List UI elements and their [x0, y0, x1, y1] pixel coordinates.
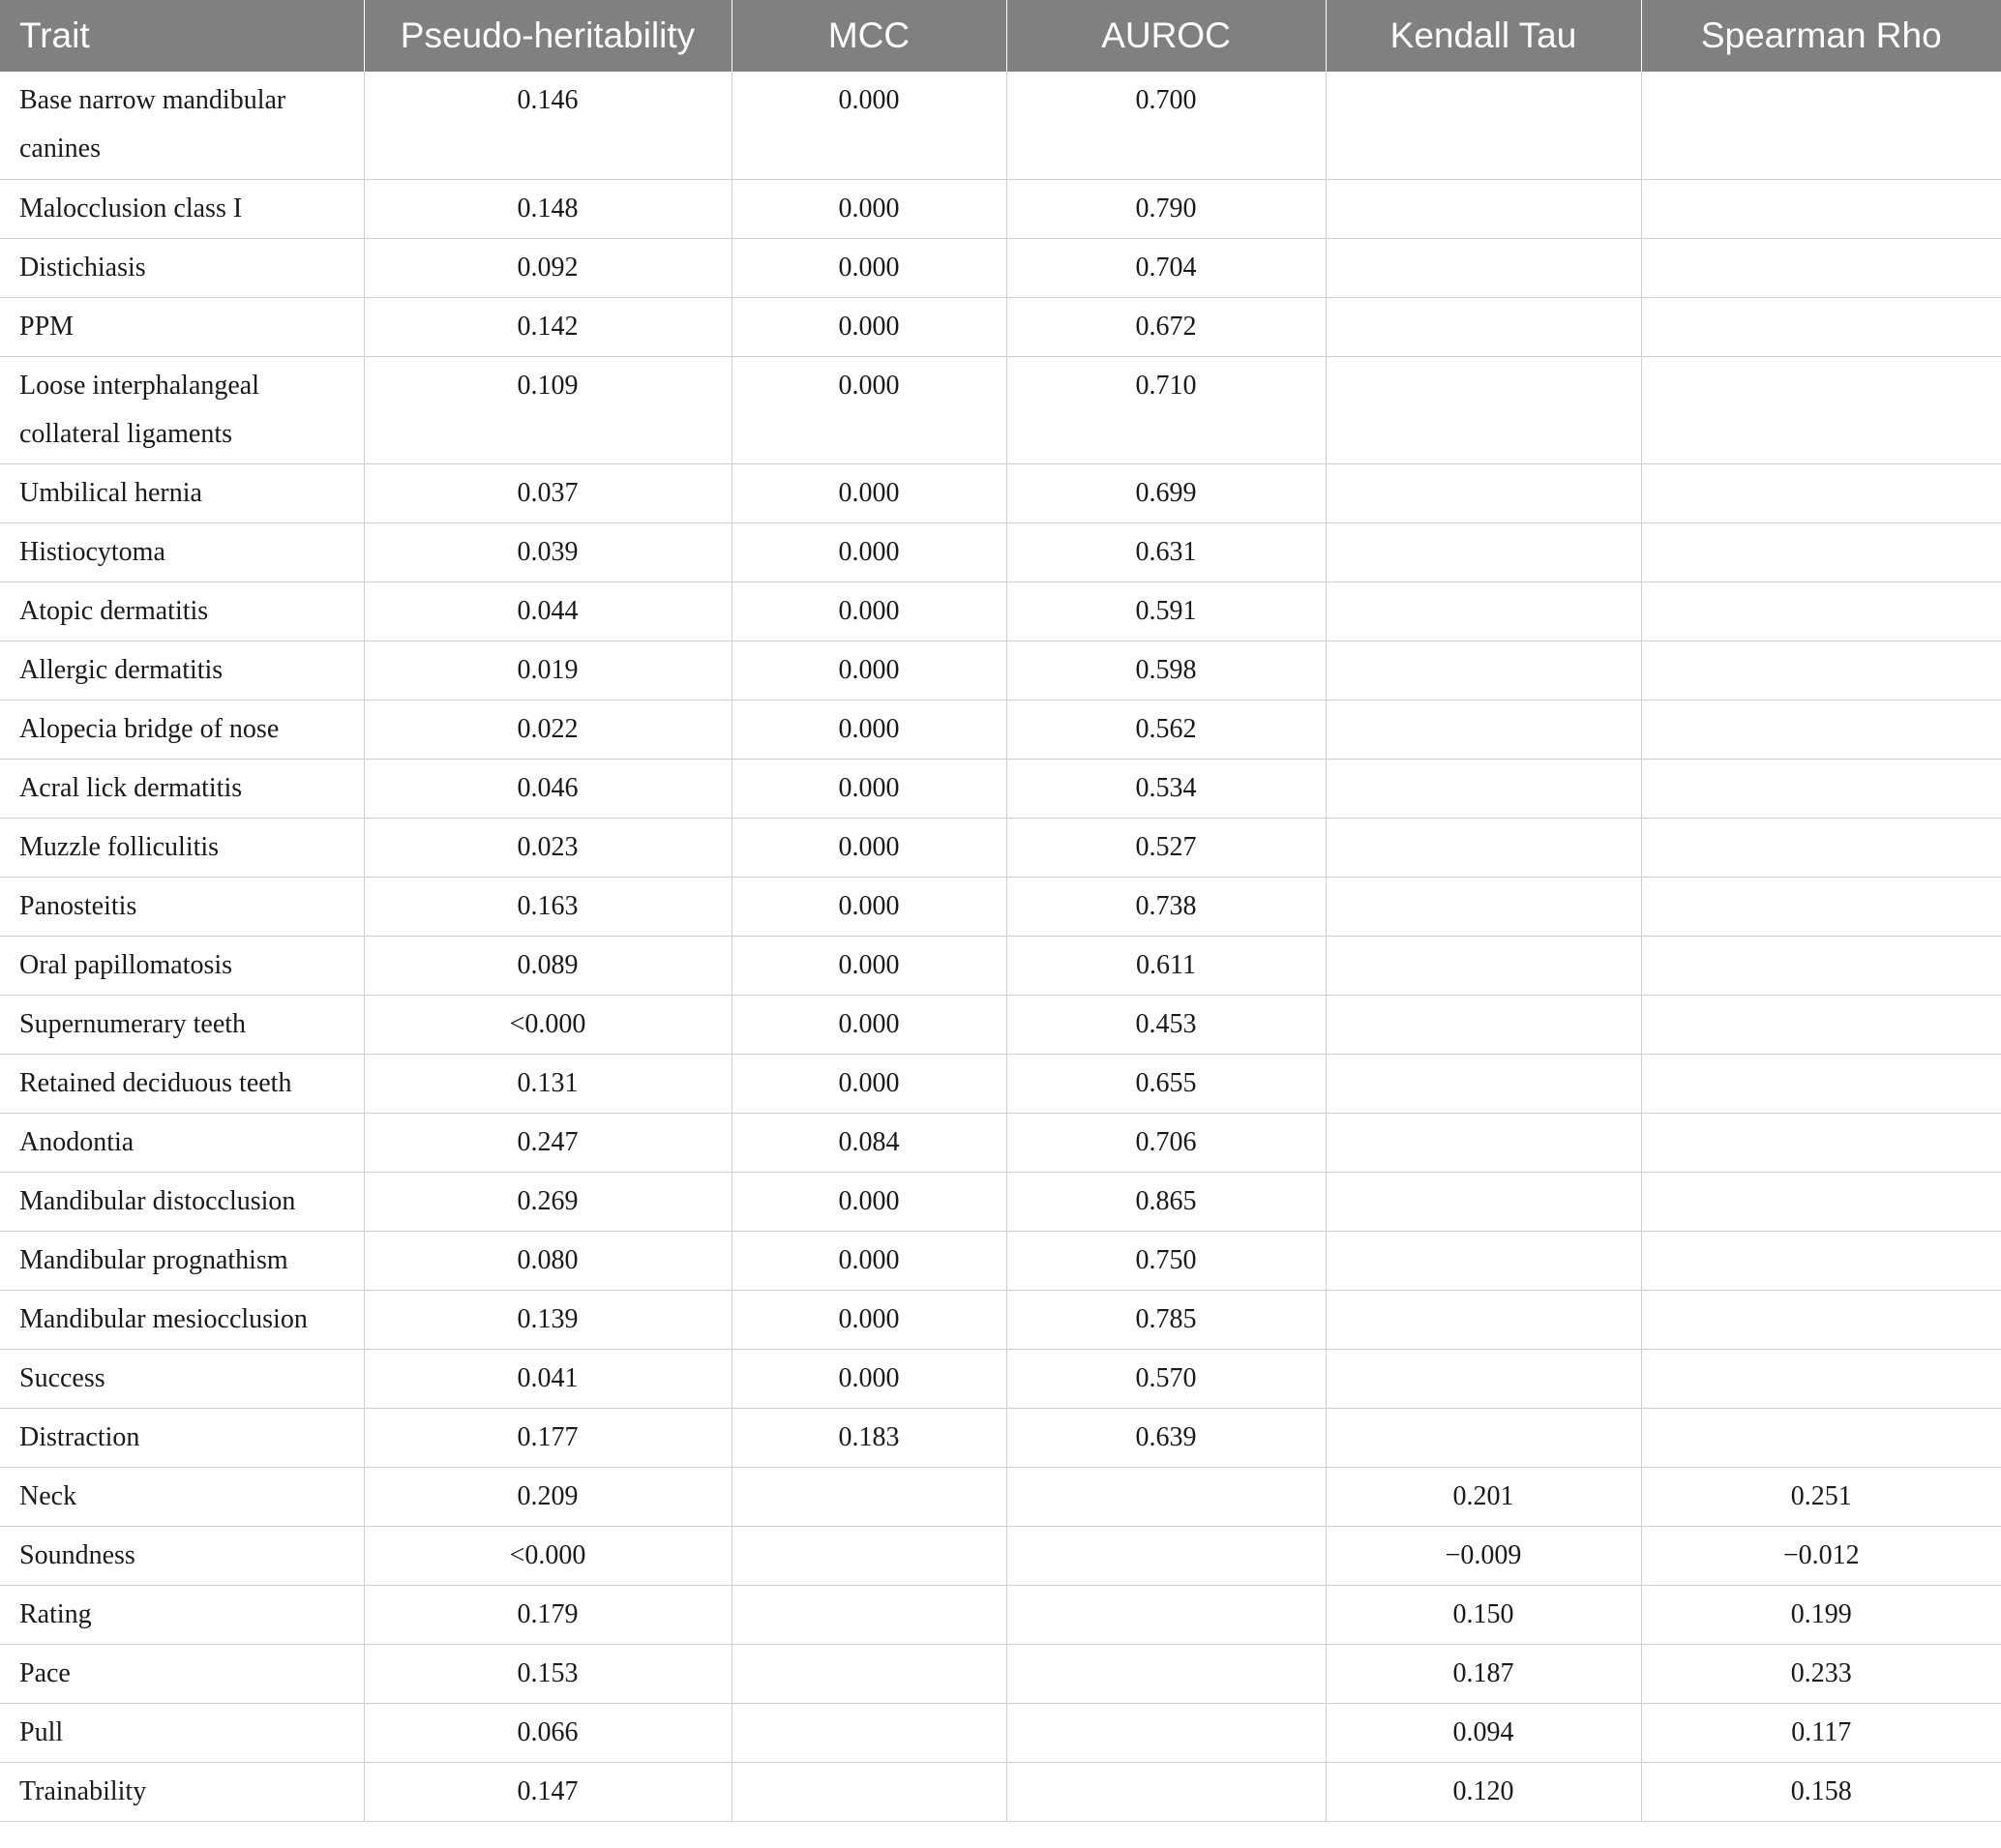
cell-mcc: 0.000 — [732, 995, 1006, 1054]
cell-kendall-tau: 0.150 — [1326, 1585, 1641, 1644]
cell-spearman-rho — [1641, 463, 2001, 522]
cell-auroc — [1006, 1467, 1326, 1526]
cell-pseudo-heritability: 0.153 — [364, 1644, 732, 1703]
cell-auroc: 0.699 — [1006, 463, 1326, 522]
cell-pseudo-heritability: 0.131 — [364, 1054, 732, 1113]
cell-pseudo-heritability: 0.066 — [364, 1703, 732, 1762]
cell-kendall-tau: 0.201 — [1326, 1467, 1641, 1526]
cell-auroc: 0.611 — [1006, 936, 1326, 995]
table-row — [0, 238, 2001, 297]
cell-mcc: 0.000 — [732, 818, 1006, 877]
cell-auroc: 0.865 — [1006, 1172, 1326, 1231]
cell-pseudo-heritability: 0.142 — [364, 297, 732, 356]
table-row — [0, 936, 2001, 995]
cell-auroc: 0.785 — [1006, 1290, 1326, 1349]
cell-auroc — [1006, 1762, 1326, 1821]
cell-mcc: 0.000 — [732, 1054, 1006, 1113]
cell-kendall-tau: −0.009 — [1326, 1526, 1641, 1585]
table-row — [0, 179, 2001, 238]
cell-spearman-rho — [1641, 297, 2001, 356]
cell-trait: Success — [0, 1349, 364, 1408]
cell-mcc — [732, 1526, 1006, 1585]
cell-mcc — [732, 1644, 1006, 1703]
cell-trait: Oral papillomatosis — [0, 936, 364, 995]
cell-trait: Malocclusion class I — [0, 179, 364, 238]
cell-spearman-rho: 0.233 — [1641, 1644, 2001, 1703]
cell-mcc: 0.000 — [732, 179, 1006, 238]
cell-pseudo-heritability: 0.179 — [364, 1585, 732, 1644]
cell-pseudo-heritability: 0.046 — [364, 759, 732, 818]
cell-pseudo-heritability: 0.163 — [364, 877, 732, 936]
cell-auroc: 0.598 — [1006, 641, 1326, 700]
cell-kendall-tau — [1326, 818, 1641, 877]
cell-kendall-tau: 0.187 — [1326, 1644, 1641, 1703]
cell-auroc — [1006, 1585, 1326, 1644]
table-row — [0, 1172, 2001, 1231]
cell-auroc: 0.631 — [1006, 522, 1326, 581]
table-row — [0, 995, 2001, 1054]
cell-spearman-rho — [1641, 995, 2001, 1054]
cell-trait: Alopecia bridge of nose — [0, 700, 364, 759]
cell-trait: Retained deciduous teeth — [0, 1054, 364, 1113]
cell-mcc: 0.000 — [732, 72, 1006, 179]
cell-mcc: 0.000 — [732, 1172, 1006, 1231]
cell-pseudo-heritability: 0.147 — [364, 1762, 732, 1821]
cell-pseudo-heritability: 0.022 — [364, 700, 732, 759]
cell-auroc: 0.704 — [1006, 238, 1326, 297]
table-row — [0, 1467, 2001, 1526]
cell-pseudo-heritability: 0.146 — [364, 72, 732, 179]
table-header — [0, 0, 2001, 72]
cell-pseudo-heritability: 0.109 — [364, 356, 732, 463]
cell-trait: Muzzle folliculitis — [0, 818, 364, 877]
cell-pseudo-heritability: 0.041 — [364, 1349, 732, 1408]
cell-kendall-tau — [1326, 238, 1641, 297]
table-row — [0, 297, 2001, 356]
table-body — [0, 72, 2001, 1821]
cell-mcc: 0.183 — [732, 1408, 1006, 1467]
cell-mcc: 0.000 — [732, 1231, 1006, 1290]
cell-spearman-rho — [1641, 700, 2001, 759]
cell-kendall-tau — [1326, 641, 1641, 700]
cell-kendall-tau — [1326, 522, 1641, 581]
header-spearman-rho: Spearman Rho — [1641, 0, 2001, 72]
cell-spearman-rho — [1641, 936, 2001, 995]
header-pseudo-heritability: Pseudo-heritability — [364, 0, 732, 72]
header-trait: Trait — [0, 0, 364, 72]
cell-pseudo-heritability: <0.000 — [364, 1526, 732, 1585]
cell-kendall-tau — [1326, 1172, 1641, 1231]
cell-spearman-rho: 0.251 — [1641, 1467, 2001, 1526]
cell-kendall-tau — [1326, 72, 1641, 179]
cell-spearman-rho — [1641, 877, 2001, 936]
cell-mcc: 0.000 — [732, 238, 1006, 297]
cell-pseudo-heritability: 0.148 — [364, 179, 732, 238]
cell-trait: Acral lick dermatitis — [0, 759, 364, 818]
cell-auroc: 0.750 — [1006, 1231, 1326, 1290]
cell-mcc: 0.000 — [732, 1290, 1006, 1349]
table-row — [0, 581, 2001, 641]
table-row — [0, 1762, 2001, 1821]
cell-mcc: 0.000 — [732, 522, 1006, 581]
cell-mcc — [732, 1762, 1006, 1821]
cell-spearman-rho — [1641, 522, 2001, 581]
cell-kendall-tau — [1326, 179, 1641, 238]
cell-auroc — [1006, 1644, 1326, 1703]
table-row — [0, 1644, 2001, 1703]
cell-pseudo-heritability: 0.177 — [364, 1408, 732, 1467]
cell-auroc: 0.655 — [1006, 1054, 1326, 1113]
cell-kendall-tau — [1326, 1231, 1641, 1290]
cell-mcc — [732, 1467, 1006, 1526]
table-row — [0, 522, 2001, 581]
cell-spearman-rho — [1641, 1231, 2001, 1290]
cell-mcc: 0.000 — [732, 877, 1006, 936]
cell-pseudo-heritability: 0.209 — [364, 1467, 732, 1526]
cell-trait: Mandibular prognathism — [0, 1231, 364, 1290]
cell-spearman-rho — [1641, 1113, 2001, 1172]
cell-auroc — [1006, 1526, 1326, 1585]
header-kendall-tau: Kendall Tau — [1326, 0, 1641, 72]
cell-mcc: 0.000 — [732, 641, 1006, 700]
cell-spearman-rho: 0.117 — [1641, 1703, 2001, 1762]
table-row — [0, 818, 2001, 877]
cell-kendall-tau — [1326, 581, 1641, 641]
cell-trait: Rating — [0, 1585, 364, 1644]
table-row — [0, 72, 2001, 179]
cell-kendall-tau: 0.094 — [1326, 1703, 1641, 1762]
header-mcc: MCC — [732, 0, 1006, 72]
table-row — [0, 759, 2001, 818]
cell-pseudo-heritability: 0.037 — [364, 463, 732, 522]
cell-spearman-rho — [1641, 1408, 2001, 1467]
table-row — [0, 1290, 2001, 1349]
cell-auroc — [1006, 1703, 1326, 1762]
cell-auroc: 0.570 — [1006, 1349, 1326, 1408]
cell-spearman-rho — [1641, 818, 2001, 877]
cell-mcc: 0.000 — [732, 463, 1006, 522]
cell-auroc: 0.790 — [1006, 179, 1326, 238]
cell-pseudo-heritability: 0.247 — [364, 1113, 732, 1172]
cell-auroc: 0.639 — [1006, 1408, 1326, 1467]
table-row — [0, 1231, 2001, 1290]
cell-spearman-rho: −0.012 — [1641, 1526, 2001, 1585]
cell-mcc: 0.000 — [732, 700, 1006, 759]
cell-trait: Supernumerary teeth — [0, 995, 364, 1054]
cell-spearman-rho — [1641, 1349, 2001, 1408]
cell-spearman-rho: 0.158 — [1641, 1762, 2001, 1821]
cell-mcc — [732, 1585, 1006, 1644]
table-row — [0, 356, 2001, 463]
cell-auroc: 0.591 — [1006, 581, 1326, 641]
cell-trait: Histiocytoma — [0, 522, 364, 581]
cell-trait: Base narrow mandibular canines — [0, 72, 364, 179]
cell-trait: Atopic dermatitis — [0, 581, 364, 641]
cell-pseudo-heritability: <0.000 — [364, 995, 732, 1054]
cell-spearman-rho: 0.199 — [1641, 1585, 2001, 1644]
cell-pseudo-heritability: 0.089 — [364, 936, 732, 995]
cell-kendall-tau — [1326, 1113, 1641, 1172]
cell-kendall-tau — [1326, 995, 1641, 1054]
table-row — [0, 1054, 2001, 1113]
header-auroc: AUROC — [1006, 0, 1326, 72]
cell-kendall-tau — [1326, 936, 1641, 995]
cell-spearman-rho — [1641, 1290, 2001, 1349]
cell-auroc: 0.534 — [1006, 759, 1326, 818]
cell-trait: Mandibular mesiocclusion — [0, 1290, 364, 1349]
table-row — [0, 1408, 2001, 1467]
cell-kendall-tau — [1326, 1054, 1641, 1113]
cell-spearman-rho — [1641, 759, 2001, 818]
cell-auroc: 0.527 — [1006, 818, 1326, 877]
cell-auroc: 0.710 — [1006, 356, 1326, 463]
cell-kendall-tau — [1326, 1349, 1641, 1408]
cell-spearman-rho — [1641, 72, 2001, 179]
cell-pseudo-heritability: 0.269 — [364, 1172, 732, 1231]
cell-trait: Soundness — [0, 1526, 364, 1585]
cell-spearman-rho — [1641, 581, 2001, 641]
cell-mcc: 0.084 — [732, 1113, 1006, 1172]
cell-trait: Pace — [0, 1644, 364, 1703]
cell-pseudo-heritability: 0.139 — [364, 1290, 732, 1349]
table-row — [0, 641, 2001, 700]
cell-trait: Trainability — [0, 1762, 364, 1821]
cell-auroc: 0.738 — [1006, 877, 1326, 936]
cell-mcc: 0.000 — [732, 297, 1006, 356]
cell-trait: Anodontia — [0, 1113, 364, 1172]
cell-trait: Pull — [0, 1703, 364, 1762]
table-row — [0, 1526, 2001, 1585]
cell-auroc: 0.453 — [1006, 995, 1326, 1054]
cell-mcc: 0.000 — [732, 356, 1006, 463]
cell-kendall-tau — [1326, 1290, 1641, 1349]
table-row — [0, 463, 2001, 522]
cell-pseudo-heritability: 0.080 — [364, 1231, 732, 1290]
cell-kendall-tau — [1326, 700, 1641, 759]
cell-pseudo-heritability: 0.019 — [364, 641, 732, 700]
cell-auroc: 0.700 — [1006, 72, 1326, 179]
cell-mcc — [732, 1703, 1006, 1762]
cell-kendall-tau — [1326, 759, 1641, 818]
cell-spearman-rho — [1641, 356, 2001, 463]
cell-auroc: 0.672 — [1006, 297, 1326, 356]
cell-mcc: 0.000 — [732, 581, 1006, 641]
table-row — [0, 1349, 2001, 1408]
cell-pseudo-heritability: 0.023 — [364, 818, 732, 877]
cell-kendall-tau: 0.120 — [1326, 1762, 1641, 1821]
cell-pseudo-heritability: 0.039 — [364, 522, 732, 581]
cell-mcc: 0.000 — [732, 759, 1006, 818]
cell-spearman-rho — [1641, 179, 2001, 238]
cell-trait: Neck — [0, 1467, 364, 1526]
cell-pseudo-heritability: 0.092 — [364, 238, 732, 297]
table-row — [0, 1585, 2001, 1644]
cell-spearman-rho — [1641, 1172, 2001, 1231]
cell-auroc: 0.562 — [1006, 700, 1326, 759]
table-row — [0, 877, 2001, 936]
cell-pseudo-heritability: 0.044 — [364, 581, 732, 641]
cell-spearman-rho — [1641, 641, 2001, 700]
table-row — [0, 1703, 2001, 1762]
cell-kendall-tau — [1326, 877, 1641, 936]
cell-trait: Umbilical hernia — [0, 463, 364, 522]
cell-kendall-tau — [1326, 1408, 1641, 1467]
cell-trait: Allergic dermatitis — [0, 641, 364, 700]
cell-trait: Panosteitis — [0, 877, 364, 936]
cell-auroc: 0.706 — [1006, 1113, 1326, 1172]
cell-spearman-rho — [1641, 238, 2001, 297]
table-row — [0, 700, 2001, 759]
cell-trait: PPM — [0, 297, 364, 356]
cell-trait: Distichiasis — [0, 238, 364, 297]
cell-trait: Distraction — [0, 1408, 364, 1467]
cell-trait: Mandibular distocclusion — [0, 1172, 364, 1231]
cell-mcc: 0.000 — [732, 1349, 1006, 1408]
cell-trait: Loose interphalangeal collateral ligaments — [0, 356, 364, 463]
cell-spearman-rho — [1641, 1054, 2001, 1113]
cell-kendall-tau — [1326, 356, 1641, 463]
header-row — [0, 0, 2001, 72]
cell-mcc: 0.000 — [732, 936, 1006, 995]
cell-kendall-tau — [1326, 297, 1641, 356]
table-row — [0, 1113, 2001, 1172]
cell-kendall-tau — [1326, 463, 1641, 522]
